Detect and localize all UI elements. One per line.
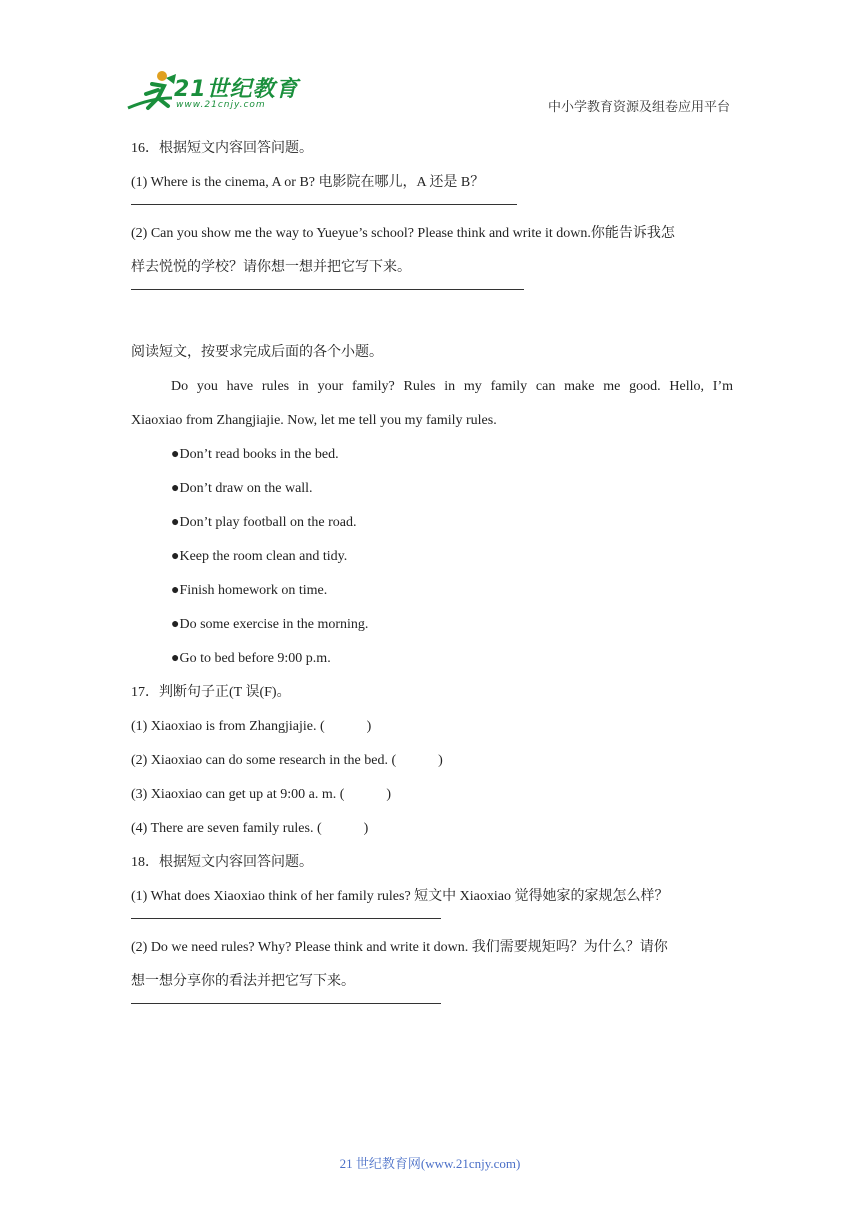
passage-intro: 阅读短文，按要求完成后面的各个小题。 — [131, 345, 383, 360]
answer-line-18-1[interactable] — [131, 918, 441, 919]
q17-item: (1) Xiaoxiao is from Zhangjiajie. ( ) — [131, 719, 372, 734]
q18-sub2-line1: (2) Do we need rules? Why? Please think and write it down. 我们需要规矩吗？为什么？请你 — [131, 940, 668, 955]
rule-item: ●Don’t read books in the bed. — [171, 447, 339, 462]
rule-item: ●Go to bed before 9:00 p.m. — [171, 651, 331, 666]
q17-title: 17．判断句子正(T 误(F)。 — [131, 685, 291, 700]
q16-sub2-line1: (2) Can you show me the way to Yueyue’s school? Please think and write it down.你能告诉我怎 — [131, 226, 675, 241]
answer-line-16-2[interactable] — [131, 289, 524, 290]
document-body — [131, 136, 733, 1004]
q17-item: (4) There are seven family rules. ( ) — [131, 821, 369, 836]
logo-text: 21世纪教育 — [174, 77, 299, 102]
rule-item: ●Do some exercise in the morning. — [171, 617, 369, 632]
page-header — [0, 0, 860, 125]
answer-line-18-2[interactable] — [131, 1003, 441, 1004]
q17-item: (2) Xiaoxiao can do some research in the bed. ( ) — [131, 753, 443, 768]
q16-sub1: (1) Where is the cinema, A or B? 电影院在哪儿，A 还是 B？ — [131, 175, 485, 190]
answer-line-16-1[interactable] — [131, 204, 517, 205]
q17-item: (3) Xiaoxiao can get up at 9:00 a. m. ( ) — [131, 787, 392, 802]
q18-sub1: (1) What does Xiaoxiao think of her family rules? 短文中 Xiaoxiao 觉得她家的家规怎么样？ — [131, 889, 669, 904]
q18-title: 18．根据短文内容回答问题。 — [131, 855, 313, 870]
rule-item: ●Don’t draw on the wall. — [171, 481, 313, 496]
rule-item: ●Finish homework on time. — [171, 583, 328, 598]
rule-item: ●Don’t play football on the road. — [171, 515, 357, 530]
header-platform-text: 中小学教育资源及组卷应用平台 — [547, 99, 730, 114]
rule-item: ●Keep the room clean and tidy. — [171, 549, 348, 564]
page-footer: 21 世纪教育网(www.21cnjy.com) — [339, 1156, 521, 1171]
q16-title: 16．根据短文内容回答问题。 — [131, 141, 313, 156]
q18-sub2-line2: 想一想分享你的看法并把它写下来。 — [131, 974, 355, 989]
passage-para-line1: Do you have rules in your family? Rules in my family can make me good. Hello, I’m — [171, 379, 733, 394]
passage-para-line2: Xiaoxiao from Zhangjiajie. Now, let me tell you my family rules. — [131, 413, 497, 428]
q16-sub2-line2: 样去悦悦的学校？请你想一想并把它写下来。 — [131, 260, 411, 275]
logo-url: www.21cnjy.com — [176, 100, 266, 110]
